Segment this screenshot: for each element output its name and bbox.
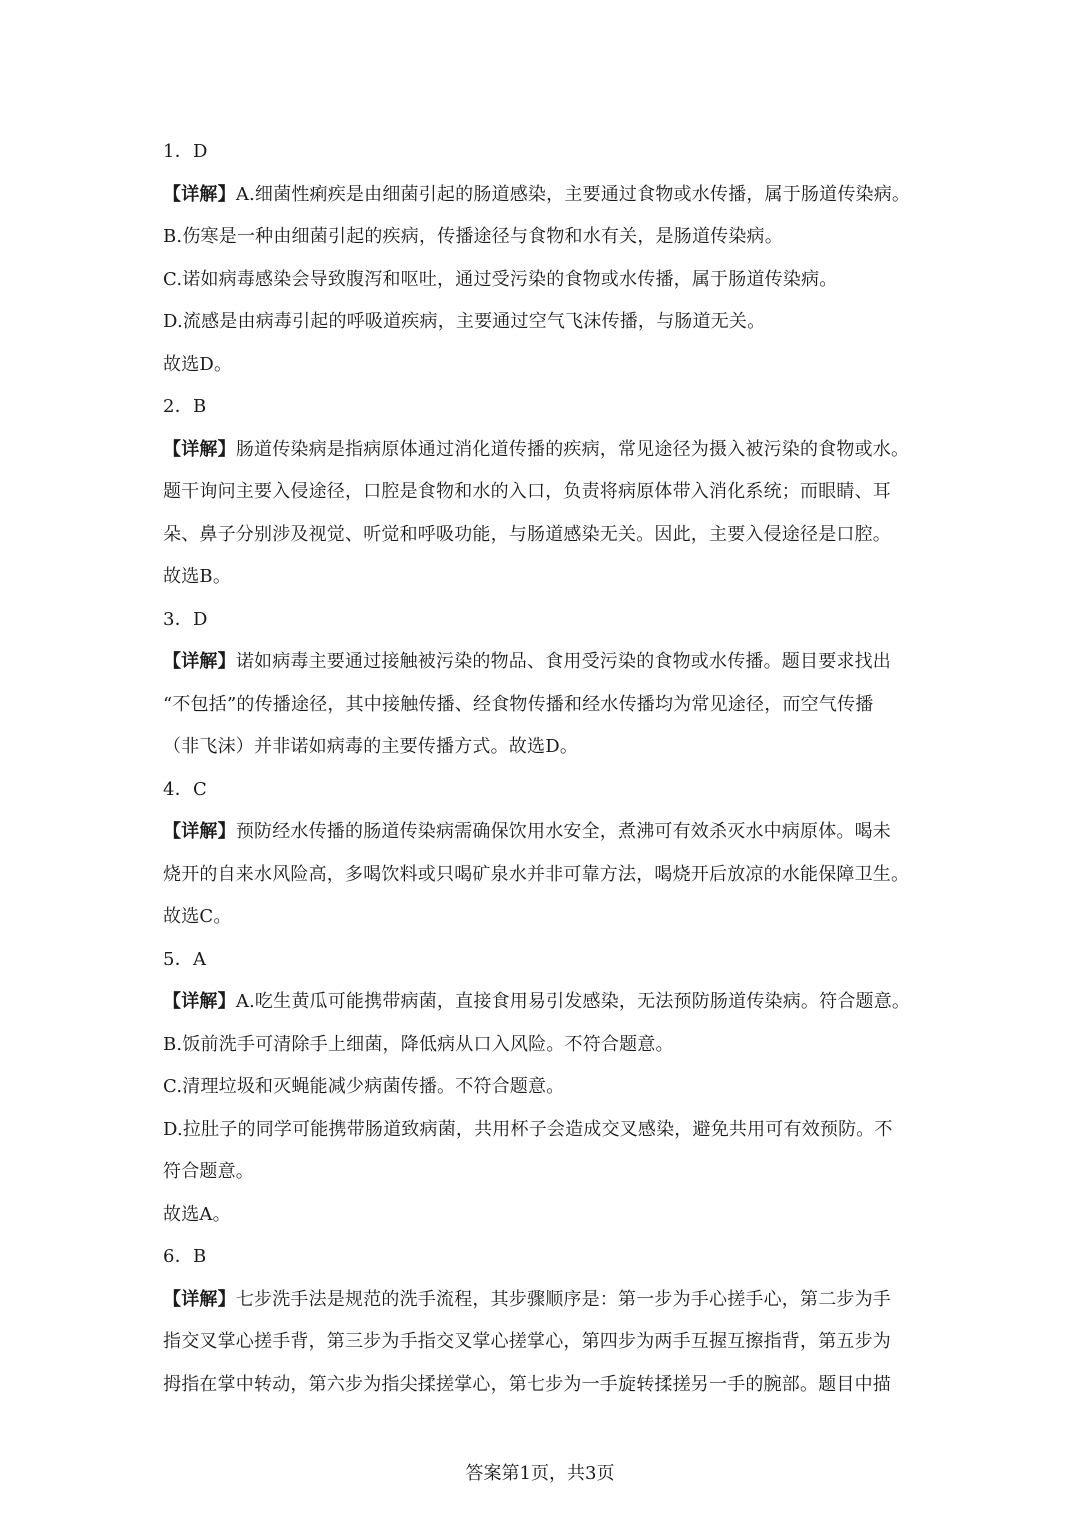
explanation-text: 预防经水传播的肠道传染病需确保饮用水安全，煮沸可有效杀灭水中病原体。喝未 [235, 821, 892, 842]
explanation-text: 拇指在掌中转动，第六步为指尖揉搓掌心，第七步为一手旋转揉搓另一手的腕部。题目中描 [163, 1373, 891, 1395]
question-number: 5．A [163, 948, 207, 970]
explanation-line [163, 556, 933, 599]
explanation-line [163, 1364, 933, 1407]
explanation-text: 符合题意。 [163, 1161, 254, 1182]
explanation-line [163, 344, 933, 387]
explanation-line [163, 514, 933, 557]
explanation-text: 题干询问主要入侵途径，口腔是食物和水的入口，负责将病原体带入消化系统；而眼睛、耳 [163, 481, 891, 502]
explanation-line [163, 1321, 933, 1364]
explanation-line [163, 811, 933, 854]
explanation-text: C.诺如病毒感染会导致腹泻和呕吐，通过受污染的食物或水传播，属于肠道传染病。 [163, 268, 838, 290]
answer-list [163, 131, 933, 1406]
explanation-line [163, 981, 933, 1024]
explanation-text: B.饭前洗手可清除手上细菌，降低病从口入风险。不符合题意。 [163, 1033, 674, 1055]
explanation-text: 朵、鼻子分别涉及视觉、听觉和呼吸功能，与肠道感染无关。因此，主要入侵途径是口腔。 [163, 523, 891, 545]
question-number: 2．B [163, 396, 207, 417]
explanation-line [163, 726, 933, 769]
page-footer: 答案第1页，共3页 [465, 1463, 615, 1484]
explanation-line [163, 854, 933, 897]
explanation-text: 故选A。 [163, 1203, 231, 1225]
explanation-line [163, 174, 933, 217]
explanation-tag: 【详解】 [163, 821, 236, 842]
explanation-text: D.拉肚子的同学可能携带肠道致病菌，共用杯子会造成交叉感染，避免共用可有效预防。不 [163, 1118, 893, 1140]
question-number: 4．C [163, 778, 208, 800]
explanation-text: （非飞沫）并非诺如病毒的主要传播方式。故选D。 [163, 736, 579, 757]
explanation-text: 肠道传染病是指病原体通过消化道传播的疾病，常见途径为摄入被污染的食物或水。 [235, 438, 910, 460]
explanation-line [163, 1151, 933, 1194]
explanation-text: 诺如病毒主要通过接触被污染的物品、食用受污染的食物或水传播。题目要求找出 [235, 651, 892, 672]
question-number: 1．D [163, 141, 208, 162]
explanation-tag: 【详解】 [163, 651, 236, 672]
explanation-text: A.吃生黄瓜可能携带病菌，直接食用易引发感染，无法预防肠道传染病。符合题意。 [235, 991, 911, 1012]
explanation-tag: 【详解】 [163, 1288, 236, 1310]
explanation-text: C.清理垃圾和灭蝇能减少病菌传播。不符合题意。 [163, 1076, 565, 1097]
explanation-line [163, 301, 933, 344]
explanation-line [163, 471, 933, 514]
explanation-text: A.细菌性痢疾是由细菌引起的肠道感染，主要通过食物或水传播，属于肠道传染病。 [235, 183, 911, 205]
explanation-line [163, 259, 933, 302]
explanation-text: 七步洗手法是规范的洗手流程，其步骤顺序是：第一步为手心搓手心，第二步为手 [235, 1288, 892, 1310]
explanation-tag: 【详解】 [163, 183, 236, 205]
explanation-line [163, 1279, 933, 1322]
question-number: 3．D [163, 608, 208, 630]
explanation-line [163, 1194, 933, 1237]
explanation-line [163, 896, 933, 939]
explanation-text: D.流感是由病毒引起的呼吸道疾病，主要通过空气飞沫传播，与肠道无关。 [163, 311, 766, 332]
explanation-line [163, 1024, 933, 1067]
explanation-text: 故选B。 [163, 566, 232, 587]
explanation-line [163, 216, 933, 259]
explanation-tag: 【详解】 [163, 438, 236, 460]
explanation-text: 故选C。 [163, 906, 232, 927]
explanation-text: 指交叉掌心搓手背，第三步为手指交叉掌心搓掌心，第四步为两手互握互擦指背，第五步为 [163, 1331, 891, 1352]
explanation-text: “不包括”的传播途径，其中接触传播、经食物传播和经水传播均为常见途径，而空气传播 [163, 693, 874, 715]
explanation-text: 故选D。 [163, 353, 233, 375]
explanation-line [163, 429, 933, 472]
explanation-line [163, 641, 933, 684]
explanation-line [163, 684, 933, 727]
explanation-text: B.伤寒是一种由细菌引起的疾病，传播途径与食物和水有关，是肠道传染病。 [163, 226, 783, 247]
explanation-tag: 【详解】 [163, 991, 236, 1012]
question-number: 6．B [163, 1246, 207, 1267]
explanation-text: 烧开的自来水风险高，多喝饮料或只喝矿泉水并非可靠方法，喝烧开后放凉的水能保障卫生。 [163, 863, 910, 885]
explanation-line [163, 1066, 933, 1109]
explanation-line [163, 1109, 933, 1152]
